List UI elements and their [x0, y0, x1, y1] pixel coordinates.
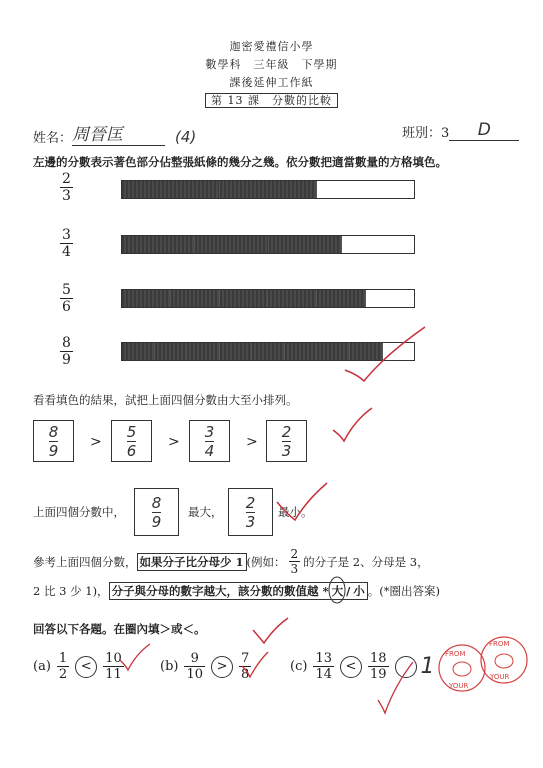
bar-fraction-4: $\frac{8}{9}$: [62, 335, 71, 368]
q5-item-a: [33, 652, 124, 681]
check-mark-red: [330, 405, 375, 445]
q4-text-a: 參考上面四個分數，: [33, 554, 137, 569]
shaded-cell[interactable]: [170, 290, 219, 307]
largest-box[interactable]: 8 9: [134, 488, 179, 536]
shaded-cell[interactable]: [219, 343, 252, 360]
q4-line2: [33, 582, 440, 600]
gt-symbol-1: >: [90, 434, 102, 450]
fraction-bar-3[interactable]: [121, 289, 415, 308]
lesson-title-wrap: [0, 92, 543, 108]
compare-circle[interactable]: <: [340, 656, 362, 678]
order-box-1[interactable]: 8 9: [33, 420, 74, 462]
q4-text-b: (例如：: [246, 554, 286, 569]
school-name: 迦密愛禮信小學: [229, 40, 314, 53]
order-box-2[interactable]: 5 6: [111, 420, 152, 462]
name-value[interactable]: 周晉匡: [72, 120, 165, 146]
q3-prefix: 上面四個分數中，: [33, 505, 125, 519]
right-fraction: $\frac{7}{8}$: [241, 651, 250, 682]
shaded-cell[interactable]: [267, 290, 316, 307]
name-row: [33, 120, 196, 146]
worksheet-title: 課後延伸工作紙: [229, 76, 314, 89]
bar-fraction-2: $\frac{3}{4}$: [62, 227, 71, 260]
shaded-cell[interactable]: [194, 236, 267, 253]
shaded-cell[interactable]: [122, 236, 194, 253]
shaded-cell[interactable]: [284, 343, 317, 360]
empty-cell[interactable]: [341, 236, 414, 253]
shaded-cell[interactable]: [316, 290, 365, 307]
answer-circle-icon: [326, 575, 351, 605]
check-mark-red: [240, 650, 270, 680]
shaded-cell[interactable]: [186, 343, 219, 360]
empty-cell[interactable]: [365, 290, 414, 307]
q1-instruction: 左邊的分數表示著色部分佔整張紙條的幾分之幾。依分數把適當數量的方格填色。: [33, 155, 447, 169]
choice-small[interactable]: 小: [353, 584, 365, 598]
left-fraction: $\frac{9}{10}$: [186, 651, 204, 682]
q4-rule-box: 如果分子比分母少 1: [137, 553, 247, 571]
shaded-cell[interactable]: [154, 343, 187, 360]
svg-text:FROM: FROM: [445, 650, 466, 658]
svg-text:FROM: FROM: [489, 640, 510, 648]
smallest-label: 最小。: [278, 505, 313, 519]
right-fraction: $\frac{18}{19}$: [369, 651, 387, 682]
order-box-3[interactable]: 3 4: [189, 420, 230, 462]
q4-text-e: 。(*圈出答案): [367, 584, 441, 598]
lesson-title: 第 13 課 分數的比較: [205, 93, 338, 108]
subject-line: 數學科 三年級 下學期: [205, 58, 338, 71]
check-mark-red: [375, 660, 415, 715]
q4-line1: [33, 548, 429, 575]
order-box-4[interactable]: 2 3: [266, 420, 307, 462]
left-fraction: $\frac{13}{14}$: [315, 651, 332, 682]
shaded-cell[interactable]: [122, 290, 170, 307]
fraction-bar-1[interactable]: [121, 180, 415, 199]
choice-big[interactable]: 大: [332, 583, 344, 599]
shaded-cell[interactable]: [219, 290, 268, 307]
check-mark-red: [250, 616, 290, 646]
left-fraction: $\frac{1}{2}$: [58, 651, 68, 682]
shaded-cell[interactable]: [122, 343, 154, 360]
gt-symbol-2: >: [168, 434, 180, 450]
class-label: 班別：3: [402, 126, 450, 141]
gt-symbol-3: >: [246, 434, 258, 450]
shaded-cell[interactable]: [268, 236, 341, 253]
class-row: [402, 120, 519, 141]
item-label: (c): [290, 659, 308, 674]
check-mark-red: [340, 325, 430, 385]
example-fraction: $\frac{2}{3}$: [290, 547, 299, 576]
item-label: (a): [33, 659, 51, 674]
name-label: 姓名：: [33, 131, 73, 146]
q4-conclusion-box: [109, 582, 368, 600]
q5-item-b: [160, 652, 251, 681]
student-number: (4): [175, 128, 197, 146]
from-your-stamp-icon: [432, 628, 532, 700]
q5-instruction: 回答以下各題。在圈內填＞或＜。: [33, 622, 206, 636]
shaded-cell[interactable]: [251, 343, 284, 360]
right-fraction: $\frac{10}{11}$: [105, 651, 122, 682]
q4-conclusion-text: 分子與分母的數字越大，該分數的數值越 *: [111, 584, 329, 598]
class-value[interactable]: D: [449, 120, 519, 141]
handwritten-one: 1: [420, 654, 435, 679]
compare-circle[interactable]: <: [75, 656, 97, 678]
svg-text:YOUR: YOUR: [490, 673, 510, 681]
check-mark-red: [118, 642, 152, 672]
bar-fraction-1: $\frac{2}{3}$: [62, 171, 71, 204]
choice-slash: /: [346, 584, 351, 598]
largest-label: 最大，: [188, 505, 223, 519]
check-mark-red: [275, 480, 330, 525]
q4-text-d: 2 比 3 少 1)，: [33, 584, 109, 598]
smallest-box[interactable]: 2 3: [228, 488, 273, 536]
shaded-cell[interactable]: [122, 181, 219, 198]
q4-text-c: 的分子是 2、分母是 3，: [303, 554, 429, 569]
empty-cell[interactable]: [316, 181, 414, 198]
svg-text:YOUR: YOUR: [449, 682, 469, 690]
shaded-cell[interactable]: [219, 181, 317, 198]
bar-fraction-3: $\frac{5}{6}$: [62, 282, 71, 315]
fraction-bar-2[interactable]: [121, 235, 415, 254]
q2-instruction: 看看填色的結果，試把上面四個分數由大至小排列。: [33, 393, 298, 407]
item-label: (b): [160, 659, 179, 674]
compare-circle[interactable]: >: [211, 656, 233, 678]
